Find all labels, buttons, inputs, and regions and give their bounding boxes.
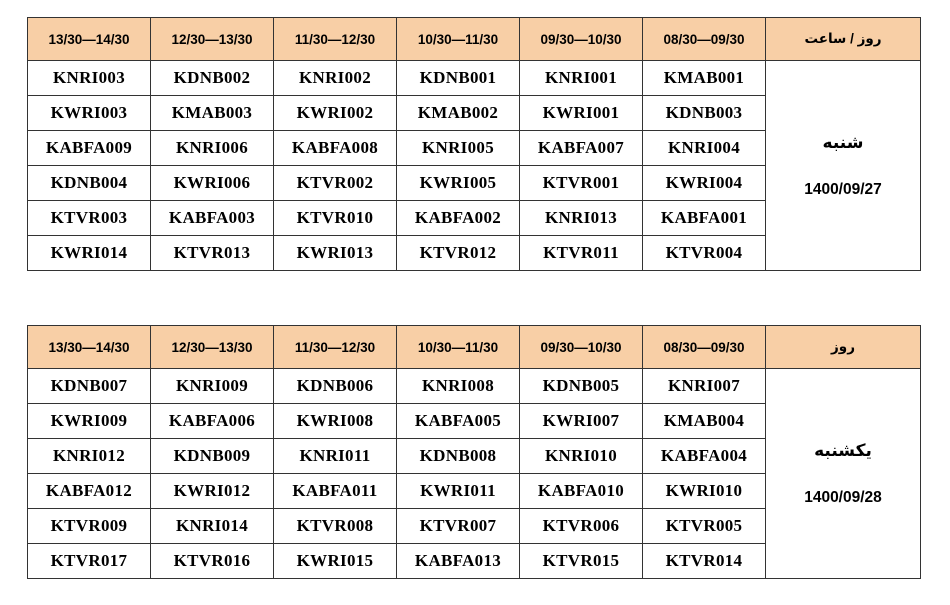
day-column-header: روز	[766, 326, 921, 369]
course-code-cell: KABFA003	[151, 201, 274, 236]
time-slot-header: 11/30—12/30	[274, 326, 397, 369]
course-code-cell: KNRI014	[151, 509, 274, 544]
course-code-cell: KTVR010	[274, 201, 397, 236]
table-row	[28, 369, 921, 404]
course-code-cell: KDNB009	[151, 439, 274, 474]
time-slot-header: 13/30—14/30	[28, 18, 151, 61]
course-code-cell: KDNB001	[397, 61, 520, 96]
course-code-cell: KNRI012	[28, 439, 151, 474]
course-code-cell: KABFA013	[397, 544, 520, 579]
time-slot-header: 10/30—11/30	[397, 326, 520, 369]
course-code-cell: KTVR017	[28, 544, 151, 579]
time-slot-header: 08/30—09/30	[643, 18, 766, 61]
course-code-cell: KABFA008	[274, 131, 397, 166]
course-code-cell: KWRI007	[520, 404, 643, 439]
course-code-cell: KTVR012	[397, 236, 520, 271]
course-code-cell: KMAB003	[151, 96, 274, 131]
course-code-cell: KDNB006	[274, 369, 397, 404]
course-code-cell: KMAB001	[643, 61, 766, 96]
time-slot-header: 10/30—11/30	[397, 18, 520, 61]
course-code-cell: KTVR014	[643, 544, 766, 579]
course-code-cell: KABFA004	[643, 439, 766, 474]
day-name: یکشنبه	[814, 440, 872, 460]
time-slot-header: 09/30—10/30	[520, 18, 643, 61]
course-code-cell: KMAB002	[397, 96, 520, 131]
course-code-cell: KNRI010	[520, 439, 643, 474]
course-code-cell: KWRI003	[28, 96, 151, 131]
day-cell	[766, 61, 921, 271]
schedule-table-saturday	[27, 17, 921, 271]
course-code-cell: KABFA005	[397, 404, 520, 439]
day-date: 1400/09/28	[804, 488, 882, 506]
course-code-cell: KABFA012	[28, 474, 151, 509]
course-code-cell: KNRI006	[151, 131, 274, 166]
course-code-cell: KWRI010	[643, 474, 766, 509]
time-slot-header: 12/30—13/30	[151, 18, 274, 61]
time-slot-header: 11/30—12/30	[274, 18, 397, 61]
course-code-cell: KWRI011	[397, 474, 520, 509]
course-code-cell: KTVR006	[520, 509, 643, 544]
header-row	[28, 18, 921, 61]
course-code-cell: KABFA006	[151, 404, 274, 439]
course-code-cell: KABFA001	[643, 201, 766, 236]
course-code-cell: KDNB004	[28, 166, 151, 201]
time-slot-header: 09/30—10/30	[520, 326, 643, 369]
course-code-cell: KWRI014	[28, 236, 151, 271]
day-name: شنبه	[822, 132, 864, 152]
schedule-table-sunday	[27, 325, 921, 579]
course-code-cell: KTVR009	[28, 509, 151, 544]
course-code-cell: KNRI003	[28, 61, 151, 96]
course-code-cell: KABFA010	[520, 474, 643, 509]
course-code-cell: KNRI002	[274, 61, 397, 96]
course-code-cell: KWRI004	[643, 166, 766, 201]
course-code-cell: KABFA007	[520, 131, 643, 166]
course-code-cell: KWRI015	[274, 544, 397, 579]
course-code-cell: KNRI013	[520, 201, 643, 236]
course-code-cell: KWRI012	[151, 474, 274, 509]
course-code-cell: KTVR008	[274, 509, 397, 544]
course-code-cell: KNRI001	[520, 61, 643, 96]
course-code-cell: KWRI013	[274, 236, 397, 271]
course-code-cell: KDNB007	[28, 369, 151, 404]
course-code-cell: KABFA009	[28, 131, 151, 166]
day-column-header: روز / ساعت	[766, 18, 921, 61]
day-cell	[766, 369, 921, 579]
course-code-cell: KDNB002	[151, 61, 274, 96]
course-code-cell: KWRI005	[397, 166, 520, 201]
course-code-cell: KNRI008	[397, 369, 520, 404]
course-code-cell: KMAB004	[643, 404, 766, 439]
course-code-cell: KDNB008	[397, 439, 520, 474]
course-code-cell: KABFA002	[397, 201, 520, 236]
day-date: 1400/09/27	[804, 180, 882, 198]
course-code-cell: KNRI004	[643, 131, 766, 166]
course-code-cell: KTVR004	[643, 236, 766, 271]
table-row	[28, 61, 921, 96]
course-code-cell: KWRI009	[28, 404, 151, 439]
course-code-cell: KNRI009	[151, 369, 274, 404]
time-slot-header: 08/30—09/30	[643, 326, 766, 369]
course-code-cell: KNRI005	[397, 131, 520, 166]
course-code-cell: KNRI007	[643, 369, 766, 404]
time-slot-header: 12/30—13/30	[151, 326, 274, 369]
course-code-cell: KWRI002	[274, 96, 397, 131]
course-code-cell: KWRI001	[520, 96, 643, 131]
course-code-cell: KTVR015	[520, 544, 643, 579]
course-code-cell: KTVR016	[151, 544, 274, 579]
course-code-cell: KTVR002	[274, 166, 397, 201]
course-code-cell: KTVR005	[643, 509, 766, 544]
course-code-cell: KABFA011	[274, 474, 397, 509]
header-row	[28, 326, 921, 369]
course-code-cell: KTVR013	[151, 236, 274, 271]
course-code-cell: KNRI011	[274, 439, 397, 474]
course-code-cell: KTVR011	[520, 236, 643, 271]
course-code-cell: KDNB005	[520, 369, 643, 404]
course-code-cell: KWRI008	[274, 404, 397, 439]
course-code-cell: KWRI006	[151, 166, 274, 201]
course-code-cell: KTVR001	[520, 166, 643, 201]
time-slot-header: 13/30—14/30	[28, 326, 151, 369]
course-code-cell: KTVR007	[397, 509, 520, 544]
course-code-cell: KTVR003	[28, 201, 151, 236]
course-code-cell: KDNB003	[643, 96, 766, 131]
